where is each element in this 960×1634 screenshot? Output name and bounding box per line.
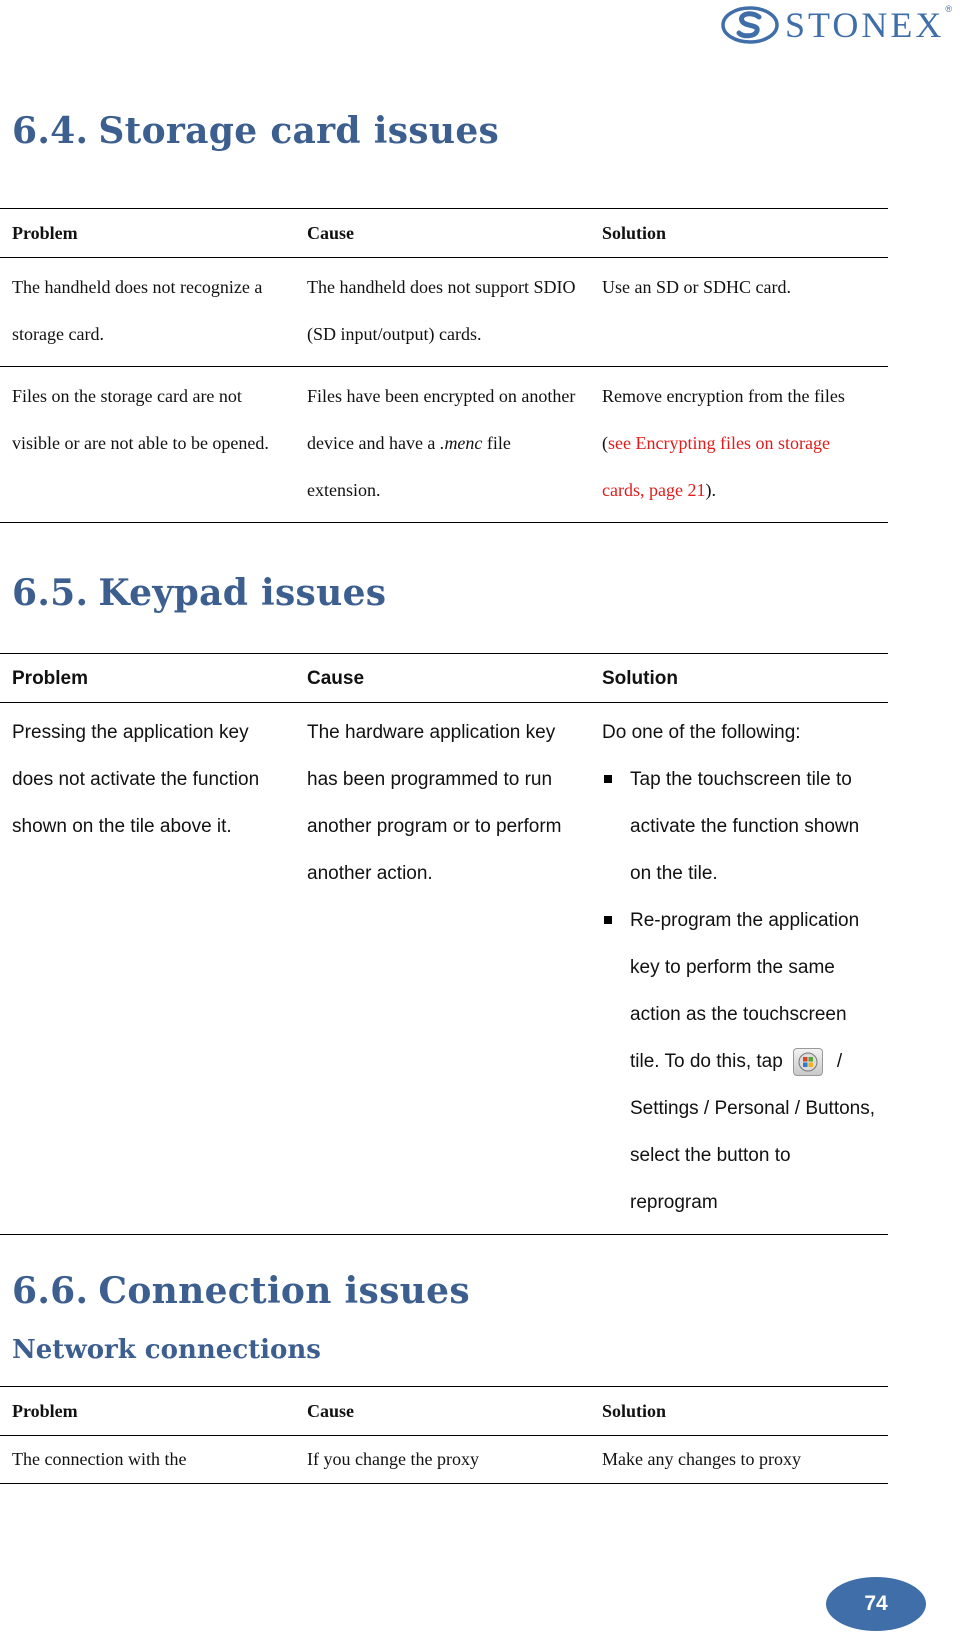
storage-issues-table <box>0 208 888 523</box>
table-header-row <box>0 209 888 258</box>
cell-cause: The hardware application key has been programmed to run another program or to perform another action. <box>295 703 590 1235</box>
section-heading-connection <box>12 1270 470 1312</box>
tap-text: To do this, tap <box>664 1051 783 1072</box>
solution-text: Remove encryption from the files ( <box>602 386 845 453</box>
section-number: 6.6. <box>12 1270 89 1312</box>
section-heading-keypad <box>12 572 386 614</box>
bullet-text: Re-program the application key to perform the same action as the touchscreen tile. <box>630 910 860 1072</box>
cell-problem: Files on the storage card are not visible or are not able to be opened. <box>0 367 295 523</box>
header-cause: Cause <box>295 1387 590 1436</box>
section-title: Connection issues <box>98 1270 470 1312</box>
header-problem: Problem <box>0 1387 295 1436</box>
solution-intro: Do one of the following: <box>602 722 801 743</box>
section-heading-storage <box>12 110 499 152</box>
cause-text: Files have been encrypted on another device and have a <box>307 386 576 453</box>
header-problem: Problem <box>0 654 295 703</box>
cell-solution <box>590 703 888 1235</box>
cell-cause <box>295 367 590 523</box>
cell-cause: If you change the proxy <box>295 1436 590 1484</box>
section-number: 6.5. <box>12 572 89 614</box>
header-solution: Solution <box>590 1387 888 1436</box>
cell-problem: The handheld does not recognize a storage card. <box>0 258 295 367</box>
table-header-row <box>0 1387 888 1436</box>
cell-cause: The handheld does not support SDIO (SD input/output) cards. <box>295 258 590 367</box>
page-number: 74 <box>864 1592 888 1615</box>
connection-issues-table <box>0 1386 888 1484</box>
header-cause: Cause <box>295 654 590 703</box>
solution-text-end: ). <box>705 480 716 500</box>
header-cause: Cause <box>295 209 590 258</box>
brand-name: STONEX <box>785 5 945 45</box>
cause-text-end: file extension. <box>307 433 511 500</box>
registered-mark: ® <box>945 4 952 14</box>
navigation-path-text: / Settings / Personal / Buttons, select the button to reprogram <box>630 1051 876 1213</box>
cell-problem: Pressing the application key does not activate the function shown on the tile above it. <box>0 703 295 1235</box>
cell-solution: Use an SD or SDHC card. <box>590 258 888 367</box>
header-problem: Problem <box>0 209 295 258</box>
header-solution: Solution <box>590 209 888 258</box>
table-row <box>0 367 888 523</box>
stonex-logo-icon <box>721 5 779 45</box>
table-row <box>0 258 888 367</box>
header-solution: Solution <box>590 654 888 703</box>
table-header-row <box>0 654 888 703</box>
table-row <box>0 703 888 1235</box>
solution-list <box>602 756 876 1226</box>
file-extension: .menc <box>439 433 483 453</box>
section-number: 6.4. <box>12 110 89 152</box>
cell-solution <box>590 367 888 523</box>
list-item <box>602 897 876 1226</box>
encrypting-files-link[interactable]: see Encrypting files on storage cards, page 21 <box>602 433 830 500</box>
list-item: Tap the touchscreen tile to activate the function shown on the tile. <box>602 756 876 897</box>
stonex-logo <box>721 4 952 46</box>
section-title: Keypad issues <box>98 572 387 614</box>
windows-start-icon <box>793 1048 823 1076</box>
keypad-issues-table <box>0 653 888 1235</box>
table-row <box>0 1436 888 1484</box>
cell-solution: Make any changes to proxy <box>590 1436 888 1484</box>
subsection-heading-network: Network connections <box>12 1335 321 1365</box>
page-number-badge <box>826 1577 926 1631</box>
section-title: Storage card issues <box>98 110 500 152</box>
cell-problem: The connection with the <box>0 1436 295 1484</box>
